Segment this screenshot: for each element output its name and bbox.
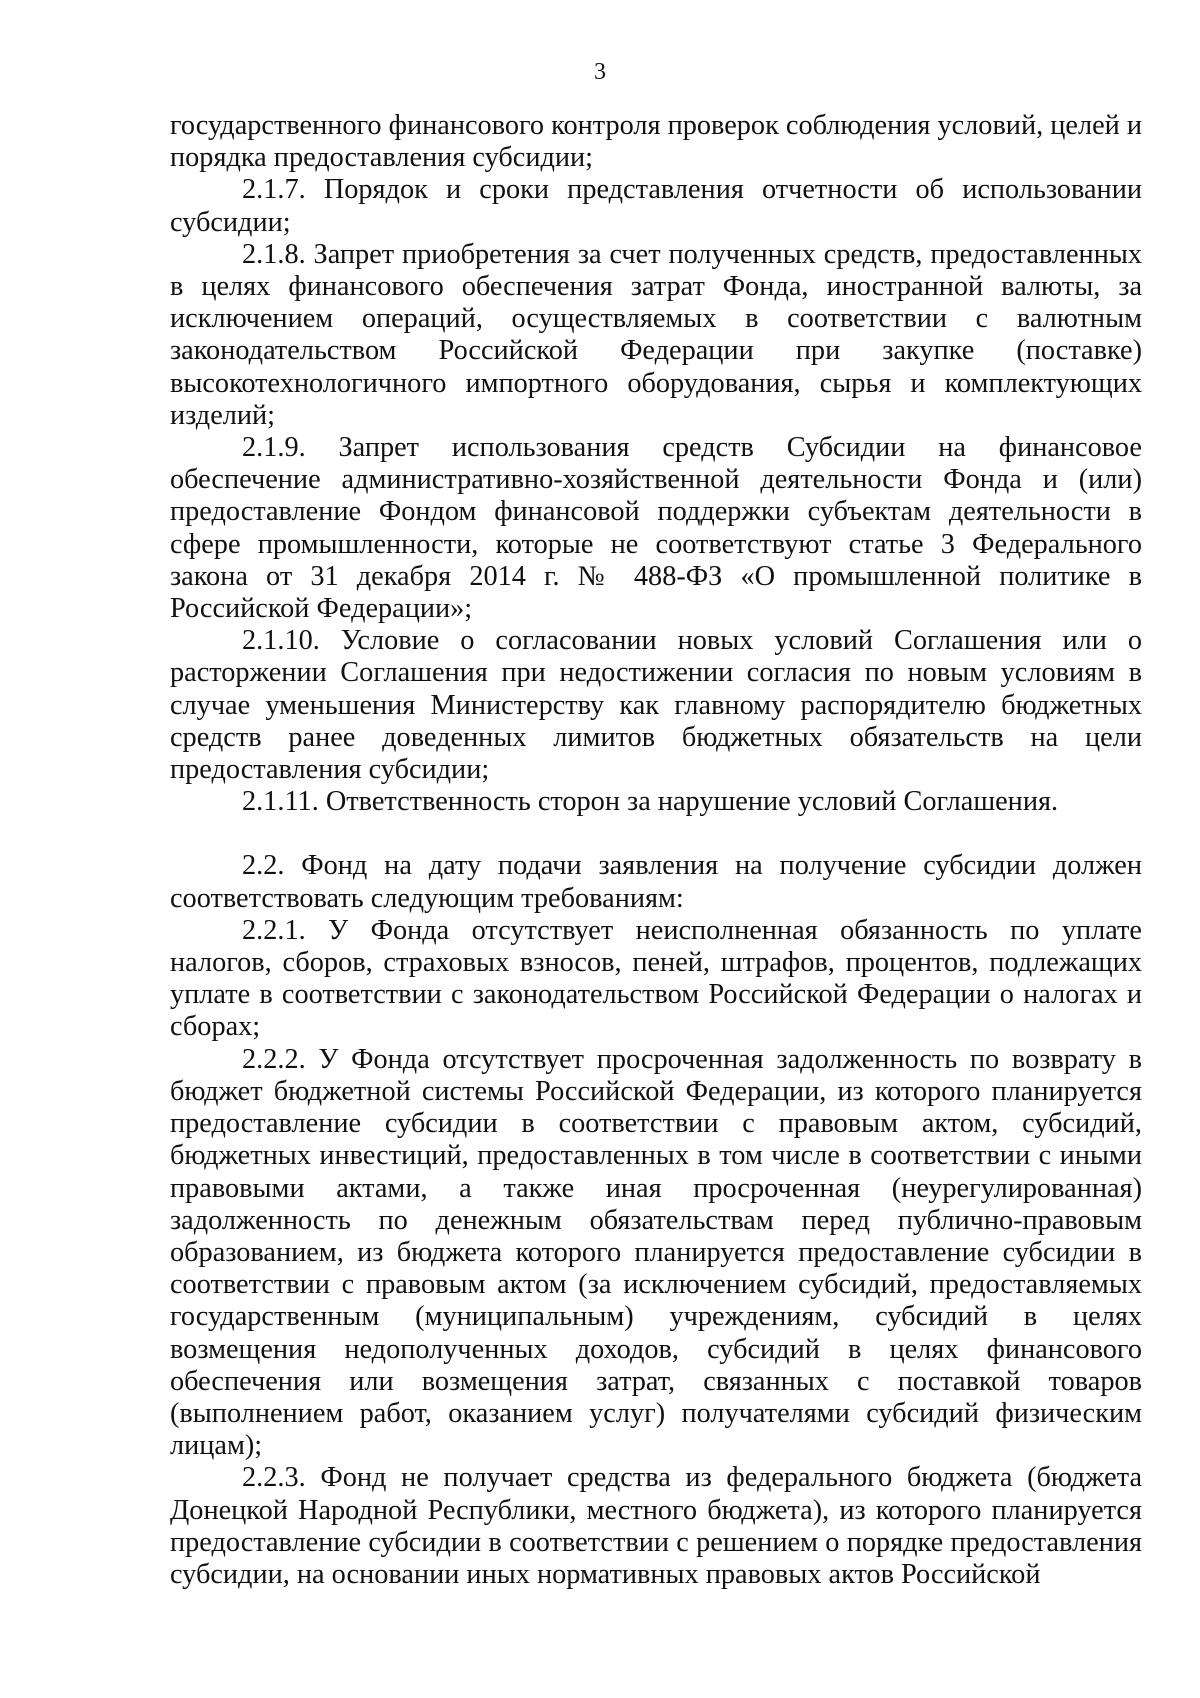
paragraph-2-1-8: 2.1.8. Запрет приобретения за счет полученных средств, предоставленных в целях финансового обеспечения затрат Фонда, иностранной валюты, за исключением операций, осуществляемых в соответствии с валютным законодательством Российской Федерации при закупке (поставке) высокотехнологичного импортного оборудования, сырья и комплектующих изделий; (170, 238, 1142, 431)
paragraph-2-2-3: 2.2.3. Фонд не получает средства из федерального бюджета (бюджета Донецкой Народной Республики, местного бюджета), из которого планируется предоставление субсидии в соответствии с решением о порядке предоставления субсидии, на основании иных нормативных правовых актов Российской (170, 1462, 1142, 1590)
paragraph-2-1-11: 2.1.11. Ответственность сторон за нарушение условий Соглашения. (242, 786, 1059, 818)
page-number: 3 (594, 59, 606, 85)
paragraph-2-2-2: 2.2.2. У Фонда отсутствует просроченная задолженность по возврату в бюджет бюджетной системы Российской Федерации, из которого планируется предоставление субсидии в соответствии с правовым актом, субсидий, бюджетных инвестиций, предоставленных в том числе в соответствии с иными правовыми актами, а также иная просроченная (неурегулированная) задолженность по денежным обязательствам перед публично-правовым образованием, из бюджета которого планируется предоставление субсидии в соответствии с правовым актом (за исключением субсидий, предоставляемых государственным (муниципальным) учреждениям, субсидий в целях возмещения недополученных доходов, субсидий в целях финансового обеспечения или возмещения затрат, связанных с поставкой товаров (выполнением работ, оказанием услуг) получателями субсидий физическим лицам); (170, 1043, 1142, 1462)
paragraph-continuation: государственного финансового контроля проверок соблюдения условий, целей и порядка предоставления субсидии; (170, 110, 1142, 174)
paragraph-2-2: 2.2. Фонд на дату подачи заявления на получение субсидии должен соответствовать следующим требованиям: (170, 850, 1142, 914)
paragraph-2-2-1: 2.2.1. У Фонда отсутствует неисполненная обязанность по уплате налогов, сборов, страховых взносов, пеней, штрафов, процентов, подлежащих уплате в соответствии с законодательством Российской Федерации о налогах и сборах; (170, 914, 1142, 1043)
paragraph-spacer (170, 818, 1142, 850)
paragraph-2-1-7: 2.1.7. Порядок и сроки представления отчетности об использовании субсидии; (170, 174, 1142, 238)
document-body (170, 110, 1142, 1591)
paragraph-2-1-10: 2.1.10. Условие о согласовании новых условий Соглашения или о расторжении Соглашения при недостижении согласия по новым условиям в случае уменьшения Министерству как главному распорядителю бюджетных средств ранее доведенных лимитов бюджетных обязательств на цели предоставления субсидии; (170, 625, 1142, 786)
paragraph-2-1-9: 2.1.9. Запрет использования средств Субсидии на финансовое обеспечение административно-хозяйственной деятельности Фонда и (или) предоставление Фондом финансовой поддержки субъектам деятельности в сфере промышленности, которые не соответствуют статье 3 Федерального закона от 31 декабря 2014 г. № 488-ФЗ «О промышленной политике в Российской Федерации»; (170, 432, 1142, 625)
